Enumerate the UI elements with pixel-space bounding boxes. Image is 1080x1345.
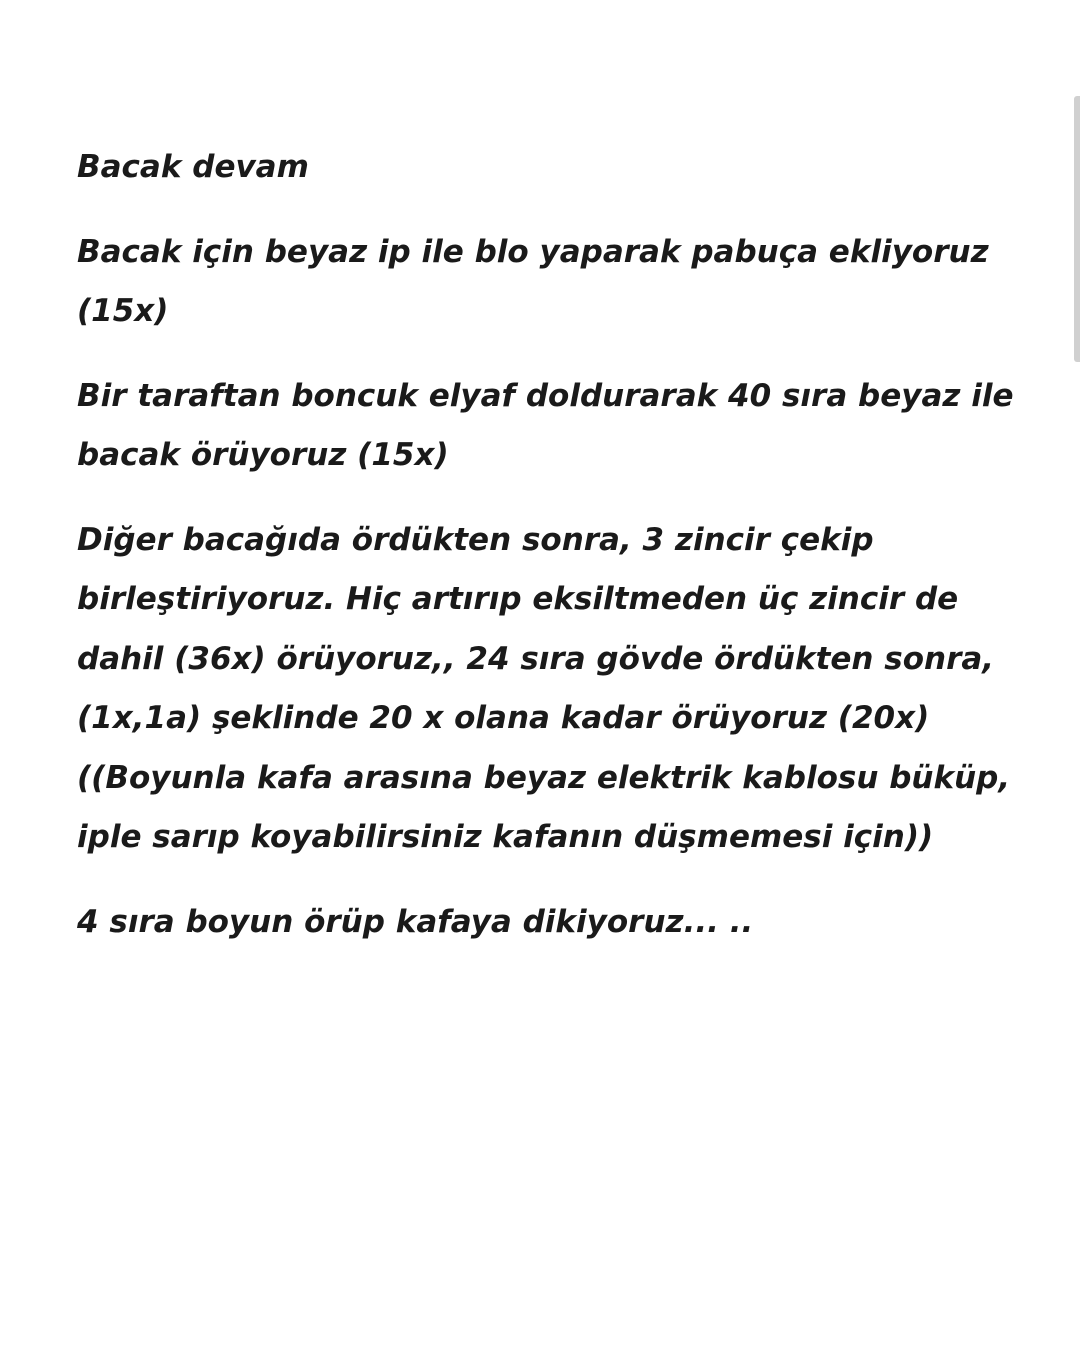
text-line: Diğer bacağıda ördükten sonra, 3 zincir çekip [77,521,874,558]
paragraph [77,367,1037,486]
document-body [77,138,1037,977]
text-line: (1x,1a) şeklinde 20 x olana kadar örüyoruz (20x) [77,700,930,736]
text-line: bacak örüyoruz (15x) [77,437,449,473]
paragraph [77,223,1037,342]
paragraph [77,893,1037,953]
text-line: 4 sıra boyun örüp kafaya dikiyoruz... .. [77,903,754,940]
text-line: (15x) [77,293,169,329]
text-line: iple sarıp koyabilirsiniz kafanın düşmemesi için)) [77,819,934,855]
text-line: dahil (36x) örüyoruz,, 24 sıra gövde ördükten sonra, [77,640,995,677]
text-line: Bir taraftan boncuk elyaf doldurarak 40 sıra beyaz ile [77,377,1014,414]
scrollbar-thumb[interactable] [1074,96,1080,362]
text-line: Bacak için beyaz ip ile blo yaparak pabuça ekliyoruz [77,233,989,270]
paragraph-heading [77,138,1037,198]
text-line: birleştiriyoruz. Hiç artırıp eksiltmeden üç zincir de [77,581,959,617]
text-line: Bacak devam [77,149,309,185]
paragraph [77,511,1037,868]
text-line: ((Boyunla kafa arasına beyaz elektrik kablosu büküp, [77,759,1011,796]
